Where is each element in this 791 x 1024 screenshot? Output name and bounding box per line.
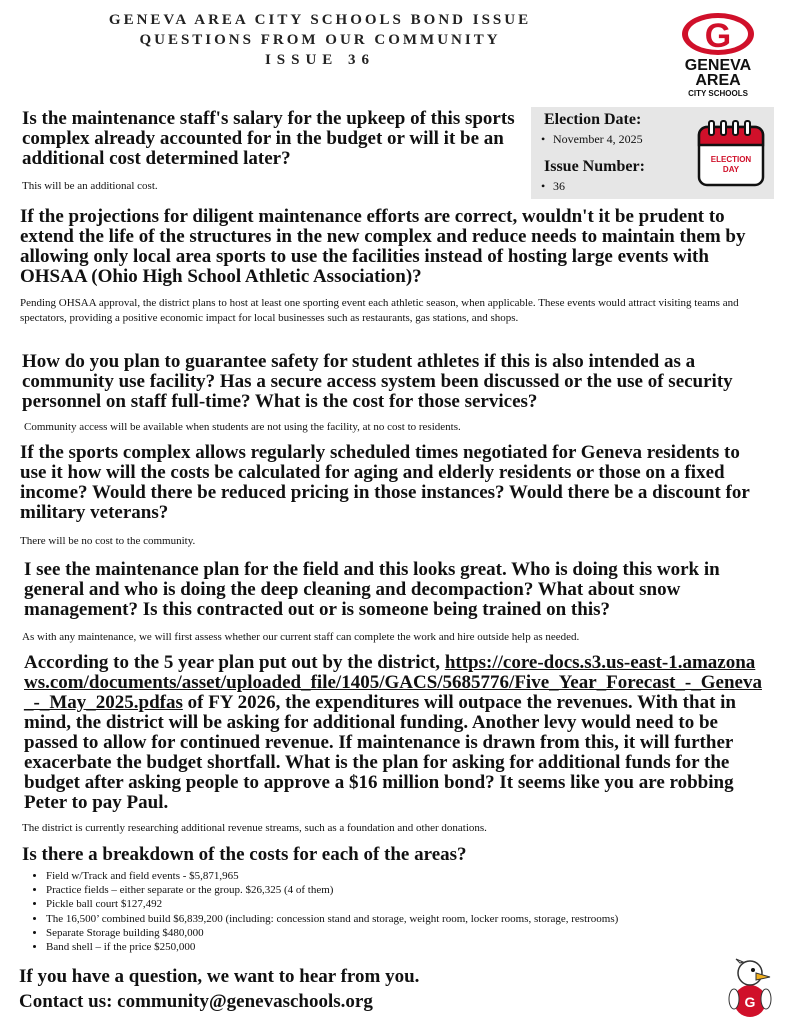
answer-5: As with any maintenance, we will first assess whether our current staff can complete the work and hire outside help as needed.: [22, 631, 580, 643]
question-2: If the projections for diligent maintenance efforts are correct, wouldn't it be prudent to extend the life of the structures in the new complex and reduce needs to maintain them by allowing only local area sports to use the facilities instead of hosting large events with OHSAA (Ohio High School Athletic Association)?: [20, 206, 746, 287]
answer-6: The district is currently researching additional revenue streams, such as a foundation and other donations.: [22, 822, 487, 834]
eagle-mascot-icon: [726, 957, 774, 1019]
footer-contact[interactable]: Contact us: community@genevaschools.org: [19, 991, 373, 1012]
question-6-body: of FY 2026, the expenditures will outpace the revenues. With that in mind, the district will be asking for additional funding. Another levy would need to be passed to allow for continued revenue. If maintenance is drawn from this, it will further exacerbate the budget shortfall. What is the plan for asking for additional funds for the budget after asking people to approve a $16 million bond? It seems like you are robbing Peter to pay Paul.: [24, 692, 736, 813]
answer-1: This will be an additional cost.: [22, 180, 158, 192]
logo-name-2: AREA: [695, 72, 741, 89]
calendar-text-2: DAY: [722, 165, 740, 174]
list-item: • The 16,500’ combined build $6,839,200 (including: concession stand and storage, weight room, locker rooms, storage, restrooms): [46, 912, 786, 926]
list-item: • Pickle ball court $127,492: [46, 897, 786, 911]
calendar-icon: [696, 119, 766, 189]
five-year-forecast-link[interactable]: https://core-docs.s3.us-east-1.amazonaws.com/documents/asset/uploaded_file/1405/GACS/5685776/Five_Year_Forecast_-_Geneva_-_May_2025.pdfas: [24, 652, 762, 713]
list-item: • Practice fields – either separate or the group. $26,325 (4 of them): [46, 883, 786, 897]
logo-name-3: CITY SCHOOLS: [688, 89, 748, 98]
answer-3: Community access will be available when students are not using the facility, at no cost to residents.: [24, 421, 461, 433]
list-item: • Band shell – if the price $250,000: [46, 940, 786, 954]
question-6-intro: According to the 5 year plan put out by the district,: [24, 652, 441, 673]
question-6: [24, 653, 769, 813]
footer-invite: If you have a question, we want to hear from you.: [19, 966, 420, 987]
header-issue-line: ISSUE 36: [264, 52, 376, 68]
list-item: • Field w/Track and field events - $5,871,965: [46, 869, 786, 883]
question-7: Is there a breakdown of the costs for each of the areas?: [22, 844, 467, 865]
answer-4: There will be no cost to the community.: [20, 535, 196, 547]
cost-breakdown-list: [28, 869, 786, 954]
question-4: If the sports complex allows regularly scheduled times negotiated for Geneva residents to use it how will the costs be calculated for aging and elderly residents or those on a fixed income? Would there be reduced pricing in those instances? Would there be a discount for military veterans?: [20, 442, 750, 523]
issue-number-label: Issue Number:: [544, 158, 645, 175]
calendar-text-1: ELECTION: [710, 155, 752, 164]
header-title-line1: GENEVA AREA CITY SCHOOLS BOND ISSUE: [108, 12, 532, 28]
logo-name-1: GENEVA: [684, 57, 752, 74]
election-info-box: [531, 107, 774, 199]
issue-number-value: • 36: [553, 179, 565, 194]
header-title-line2: QUESTIONS FROM OUR COMMUNITY: [139, 32, 501, 48]
question-5: I see the maintenance plan for the field and this looks great. Who is doing this work in general and who is doing the deep cleaning and decompaction? What about snow management? Is this contracted out or is someone being trained on this?: [24, 559, 720, 620]
list-item: • Separate Storage building $480,000: [46, 926, 786, 940]
logo-letter: G: [704, 17, 732, 55]
question-1: Is the maintenance staff's salary for the upkeep of this sports complex already accounted for in the budget or will it be an additional cost determined later?: [22, 108, 515, 169]
election-date-label: Election Date:: [544, 111, 642, 128]
election-date-value: • November 4, 2025: [553, 132, 643, 147]
question-3: How do you plan to guarantee safety for student athletes if this is also intended as a community use facility? Has a secure access system been discussed or the use of security personnel on staff full-time? What is the cost for those services?: [22, 351, 733, 412]
answer-2: Pending OHSAA approval, the district plans to host at least one sporting event each athletic season, when applicable. These events would attract visiting teams and spectators, providing a positive economic impact for local businesses such as restaurants, gas stations, and shops.: [20, 297, 739, 324]
svg-text:G: G: [744, 994, 756, 1010]
